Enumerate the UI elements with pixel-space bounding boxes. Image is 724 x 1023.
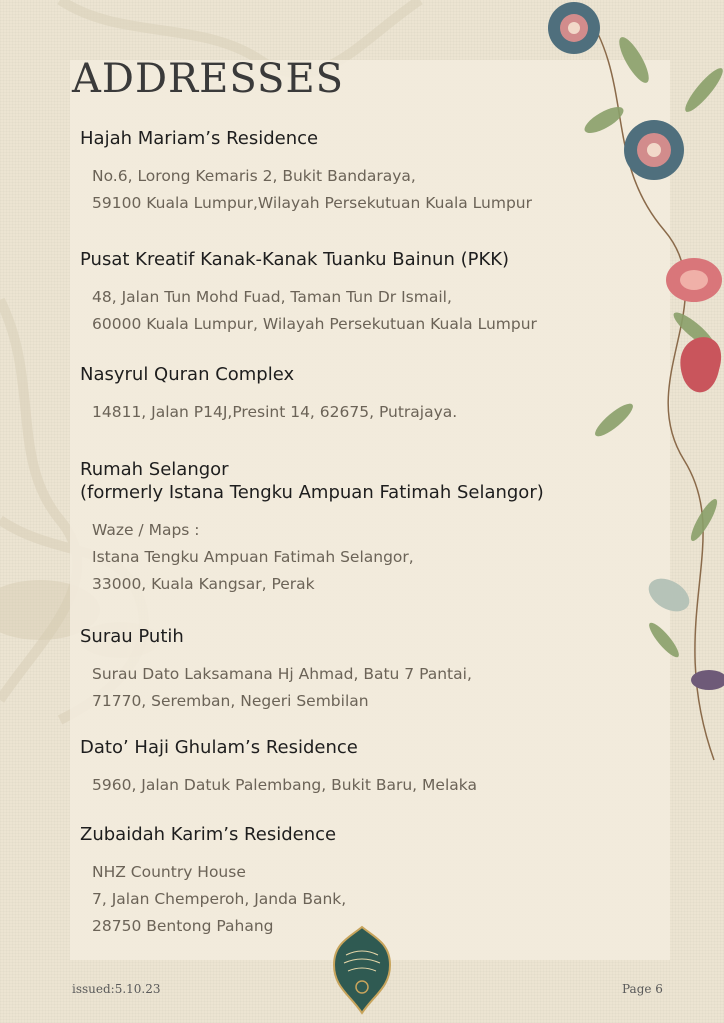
- address-line: 33000, Kuala Kangsar, Perak: [92, 575, 315, 593]
- address-line: 28750 Bentong Pahang: [92, 917, 274, 935]
- venue-name: Pusat Kreatif Kanak-Kanak Tuanku Bainun (PKK): [80, 249, 510, 270]
- page-number: Page 6: [622, 982, 663, 996]
- venue-address: [92, 399, 457, 426]
- page-title: ADDRESSES: [72, 56, 345, 102]
- venue-block: [80, 127, 532, 217]
- address-line: 48, Jalan Tun Mohd Fuad, Taman Tun Dr Ismail,: [92, 288, 452, 306]
- venue-address: [92, 517, 544, 598]
- address-line: Istana Tengku Ampuan Fatimah Selangor,: [92, 548, 414, 566]
- address-line: 14811, Jalan P14J,Presint 14, 62675, Putrajaya.: [92, 403, 458, 421]
- address-line: No.6, Lorong Kemaris 2, Bukit Bandaraya,: [92, 167, 416, 185]
- address-line: NHZ Country House: [92, 863, 246, 881]
- address-line: Waze / Maps :: [92, 521, 200, 539]
- address-line: 7, Jalan Chemperoh, Janda Bank,: [92, 890, 347, 908]
- venue-name: Zubaidah Karim’s Residence: [80, 824, 337, 845]
- venue-name: Rumah Selangor (formerly Istana Tengku Ampuan Fatimah Selangor): [80, 459, 544, 503]
- venue-address: [92, 772, 477, 799]
- venue-block: [80, 736, 477, 799]
- venue-block: [80, 248, 537, 338]
- event-emblem-logo: [330, 925, 394, 1015]
- venue-block: [80, 363, 457, 426]
- floral-decoration: [544, 0, 724, 780]
- venue-block: [80, 625, 472, 715]
- address-line: 59100 Kuala Lumpur,Wilayah Persekutuan Kuala Lumpur: [92, 194, 533, 212]
- address-line: 60000 Kuala Lumpur, Wilayah Persekutuan Kuala Lumpur: [92, 315, 537, 333]
- venue-block: [80, 458, 544, 598]
- venue-address: [92, 163, 532, 217]
- venue-block: [80, 823, 346, 940]
- issued-date: issued:5.10.23: [72, 982, 161, 996]
- address-line: 71770, Seremban, Negeri Sembilan: [92, 692, 369, 710]
- venue-name: Nasyrul Quran Complex: [80, 364, 295, 385]
- address-line: Surau Dato Laksamana Hj Ahmad, Batu 7 Pantai,: [92, 665, 472, 683]
- venue-address: [92, 859, 346, 940]
- venue-name: Dato’ Haji Ghulam’s Residence: [80, 737, 358, 758]
- venue-address: [92, 284, 537, 338]
- address-line: 5960, Jalan Datuk Palembang, Bukit Baru, Melaka: [92, 776, 477, 794]
- venue-address: [92, 661, 472, 715]
- venue-name: Hajah Mariam’s Residence: [80, 128, 319, 149]
- venue-name: Surau Putih: [80, 626, 184, 647]
